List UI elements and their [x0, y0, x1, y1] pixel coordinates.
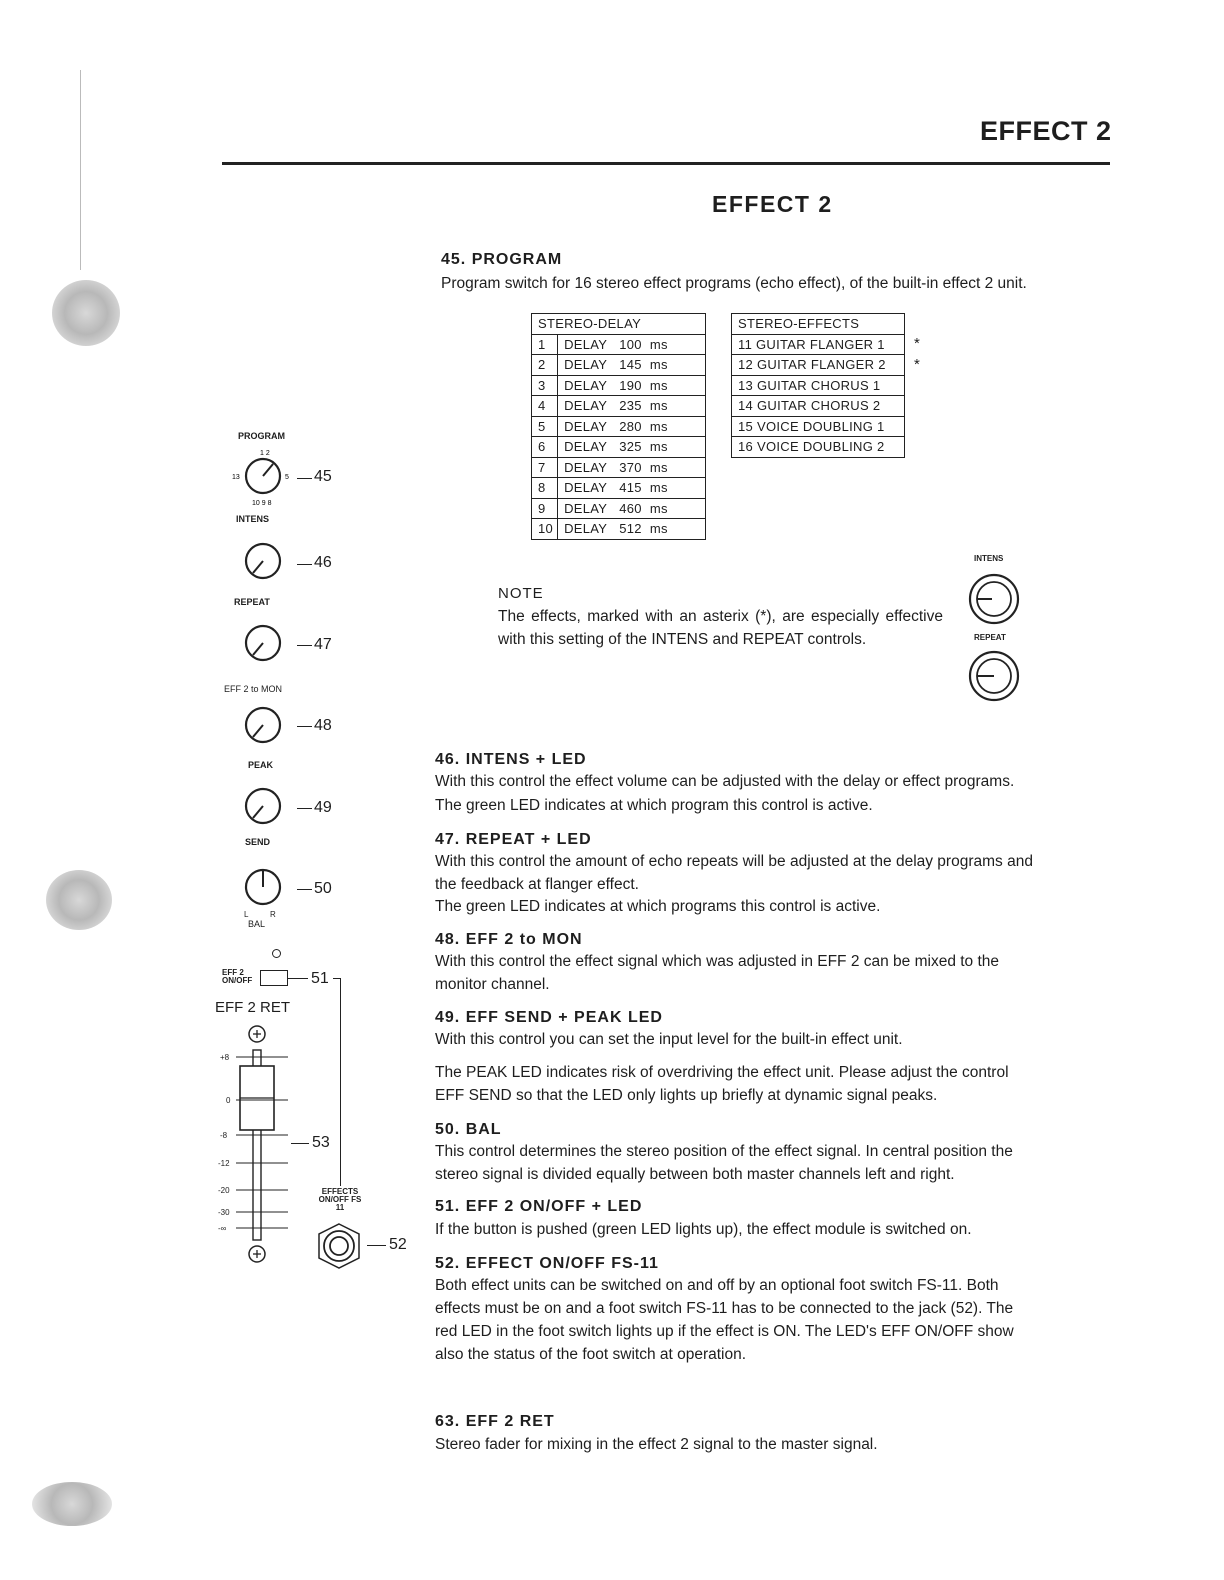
- delay-unit: ms: [649, 357, 668, 373]
- effect-program: 11 GUITAR FLANGER 1: [732, 334, 905, 355]
- intens-knob-icon: [966, 571, 1022, 627]
- callout-53: 53: [312, 1134, 330, 1151]
- callout-line: [367, 1245, 386, 1246]
- fader-scale-label: -8: [220, 1131, 228, 1140]
- stereo-delay-row: [532, 498, 706, 519]
- callout-line: [297, 478, 312, 479]
- stereo-delay-row: [532, 416, 706, 437]
- stereo-effects-row: [732, 375, 905, 396]
- delay-unit: ms: [649, 336, 668, 352]
- peak-label: PEAK: [248, 760, 274, 770]
- callout-48: 48: [314, 717, 332, 734]
- stereo-effects-row: [732, 437, 905, 458]
- delay-program-value: [558, 416, 706, 437]
- callout-line: [297, 726, 312, 727]
- item-46-heading: 46. INTENS + LED: [435, 751, 587, 768]
- item-52-line: Both effect units can be switched on and off by an optional foot switch FS-11. Both: [435, 1277, 999, 1294]
- eff2-ret-label: EFF 2 RET: [215, 999, 291, 1016]
- delay-unit: ms: [649, 418, 668, 434]
- fader-scale-label: -∞: [218, 1224, 227, 1233]
- item-52-line: effects must be on and a foot switch FS-11 has to be connected to the jack (52). The: [435, 1300, 1014, 1317]
- delay-label: DELAY: [564, 398, 608, 414]
- callout-line: [288, 978, 308, 979]
- eff2-led-icon: [272, 949, 281, 958]
- item-51-line: If the button is pushed (green LED lights up), the effect module is switched on.: [435, 1221, 972, 1238]
- delay-unit: ms: [649, 500, 668, 516]
- fader-scale-label: +8: [220, 1053, 230, 1062]
- asterisk-marker: *: [914, 356, 920, 373]
- delay-label: DELAY: [564, 439, 608, 455]
- delay-program-number: 8: [532, 478, 558, 499]
- delay-program-value: [558, 519, 706, 540]
- delay-program-number: 9: [532, 498, 558, 519]
- effect-program: 15 VOICE DOUBLING 1: [732, 416, 905, 437]
- delay-program-number: 6: [532, 437, 558, 458]
- callout-45: 45: [314, 468, 332, 485]
- delay-program-value: [558, 334, 706, 355]
- item-63-line: Stereo fader for mixing in the effect 2 signal to the master signal.: [435, 1436, 878, 1453]
- delay-time: 235: [619, 398, 642, 414]
- delay-label: DELAY: [564, 357, 608, 373]
- fs11-jack-icon[interactable]: [314, 1222, 364, 1270]
- callout-line: [297, 645, 312, 646]
- binder-hole-top: [52, 280, 120, 346]
- item-52-line: also the status of the foot switch at operation.: [435, 1346, 747, 1363]
- program-knob-icon: [228, 446, 298, 508]
- delay-unit: ms: [649, 480, 668, 496]
- delay-program-number: 4: [532, 396, 558, 417]
- delay-program-value: [558, 355, 706, 376]
- delay-unit: ms: [649, 521, 668, 537]
- fader-scale-label: 0: [226, 1096, 231, 1105]
- delay-label: DELAY: [564, 500, 608, 516]
- delay-label: DELAY: [564, 521, 608, 537]
- stereo-delay-table: [531, 313, 706, 540]
- effect-program: 12 GUITAR FLANGER 2: [732, 355, 905, 376]
- svg-text:5: 5: [285, 474, 289, 481]
- repeat-knob-panel-icon: [228, 610, 298, 672]
- item-48-heading: 48. EFF 2 to MON: [435, 931, 583, 948]
- item-51-heading: 51. EFF 2 ON/OFF + LED: [435, 1198, 643, 1215]
- delay-label: DELAY: [564, 459, 608, 475]
- delay-unit: ms: [649, 439, 668, 455]
- item-50-heading: 50. BAL: [435, 1121, 502, 1138]
- section-title: EFFECT 2: [712, 191, 833, 217]
- stereo-delay-row: [532, 334, 706, 355]
- item-47-heading: 47. REPEAT + LED: [435, 831, 592, 848]
- binder-hole-bottom: [32, 1482, 112, 1526]
- callout-line: [297, 889, 312, 890]
- callout-50: 50: [314, 880, 332, 897]
- stereo-effects-title: STEREO-EFFECTS: [732, 314, 905, 335]
- delay-program-number: 7: [532, 457, 558, 478]
- delay-label: DELAY: [564, 480, 608, 496]
- header-rule: [222, 162, 1110, 165]
- eff2-onoff-button[interactable]: [260, 970, 288, 986]
- callout-line: [291, 1143, 309, 1144]
- effect-program: 13 GUITAR CHORUS 1: [732, 375, 905, 396]
- delay-program-value: [558, 375, 706, 396]
- intens-label: INTENS: [236, 514, 270, 524]
- callout-47: 47: [314, 636, 332, 653]
- bal-l-label: L: [244, 910, 249, 919]
- eff2-to-mon-label: EFF 2 to MON: [224, 684, 283, 694]
- delay-program-value: [558, 478, 706, 499]
- fader-scale-label: -30: [218, 1208, 230, 1217]
- item-49-line: EFF SEND so that the LED only lights up briefly at dynamic signal peaks.: [435, 1087, 938, 1104]
- bracket-line: [340, 978, 341, 1186]
- delay-time: 190: [619, 377, 642, 393]
- delay-unit: ms: [649, 459, 668, 475]
- delay-time: 460: [619, 500, 642, 516]
- stereo-delay-title: STEREO-DELAY: [532, 314, 706, 335]
- program-label: PROGRAM: [238, 431, 285, 441]
- callout-46: 46: [314, 554, 332, 571]
- repeat-knob-icon: [966, 648, 1022, 704]
- delay-time: 370: [619, 459, 642, 475]
- delay-label: DELAY: [564, 336, 608, 352]
- stereo-effects-row: [732, 334, 905, 355]
- eff2-ret-fader[interactable]: [222, 1022, 302, 1267]
- delay-program-number: 1: [532, 334, 558, 355]
- effect-program: 14 GUITAR CHORUS 2: [732, 396, 905, 417]
- stereo-delay-row: [532, 478, 706, 499]
- delay-time: 325: [619, 439, 642, 455]
- callout-49: 49: [314, 799, 332, 816]
- bal-knob-icon: [228, 857, 298, 919]
- asterisk-marker: *: [914, 335, 920, 352]
- stereo-delay-row: [532, 396, 706, 417]
- delay-time: 145: [619, 357, 642, 373]
- stereo-delay-row: [532, 375, 706, 396]
- item-46-line: The green LED indicates at which program this control is active.: [435, 797, 873, 814]
- delay-program-number: 2: [532, 355, 558, 376]
- delay-unit: ms: [649, 377, 668, 393]
- delay-program-value: [558, 457, 706, 478]
- callout-line: [297, 564, 312, 565]
- stereo-effects-table: [731, 313, 905, 458]
- bal-label: BAL: [248, 919, 266, 929]
- fader-scale-label: -20: [218, 1186, 230, 1195]
- delay-label: DELAY: [564, 377, 608, 393]
- stereo-delay-row: [532, 355, 706, 376]
- note-text: The effects, marked with an asterix (*), are especially effective with this setting of the INTENS and REPEAT controls.: [498, 608, 943, 648]
- item-48-line: With this control the effect signal which was adjusted in EFF 2 can be mixed to the: [435, 953, 1000, 970]
- delay-time: 512: [619, 521, 642, 537]
- stereo-delay-row: [532, 519, 706, 540]
- send-label: SEND: [245, 837, 271, 847]
- item-52-heading: 52. EFFECT ON/OFF FS-11: [435, 1255, 659, 1272]
- stereo-effects-row: [732, 355, 905, 376]
- item-46-line: With this control the effect volume can be adjusted with the delay or effect programs.: [435, 773, 1015, 790]
- delay-time: 415: [619, 480, 642, 496]
- scan-edge-line: [80, 70, 81, 270]
- delay-program-number: 3: [532, 375, 558, 396]
- page-header-title: EFFECT 2: [980, 116, 1112, 146]
- delay-time: 280: [619, 418, 642, 434]
- bal-r-label: R: [270, 910, 276, 919]
- delay-unit: ms: [649, 398, 668, 414]
- delay-time: 100: [619, 336, 642, 352]
- stereo-delay-row: [532, 457, 706, 478]
- binder-hole-middle: [46, 870, 112, 930]
- repeat-label: REPEAT: [234, 597, 270, 607]
- item-49-heading: 49. EFF SEND + PEAK LED: [435, 1009, 663, 1026]
- intens-knob-panel-icon: [228, 528, 298, 590]
- send-knob-icon: [228, 773, 298, 835]
- delay-program-number: 10: [532, 519, 558, 540]
- item-47-line: the feedback at flanger effect.: [435, 876, 639, 893]
- item-50-line: This control determines the stereo position of the effect signal. In central position the: [435, 1143, 1013, 1160]
- fader-scale-label: -12: [218, 1159, 230, 1168]
- eff2-to-mon-knob-icon: [228, 694, 298, 756]
- svg-text:1 2: 1 2: [260, 450, 270, 457]
- item-63-heading: 63. EFF 2 RET: [435, 1413, 555, 1430]
- svg-text:10 9 8: 10 9 8: [252, 500, 272, 507]
- note-title: NOTE: [498, 585, 544, 602]
- note-intens-label: INTENS: [974, 554, 1004, 563]
- stereo-effects-row: [732, 416, 905, 437]
- item-45-text: Program switch for 16 stereo effect programs (echo effect), of the built-in effect 2 unit.: [441, 275, 1027, 292]
- svg-text:13: 13: [232, 474, 240, 481]
- stereo-delay-row: [532, 437, 706, 458]
- stereo-effects-row: [732, 396, 905, 417]
- delay-label: DELAY: [564, 418, 608, 434]
- effects-fs-label: EFFECTS ON/OFF FS 11: [318, 1187, 362, 1212]
- item-47-line: The green LED indicates at which programs this control is active.: [435, 898, 881, 915]
- item-49-line: The PEAK LED indicates risk of overdriving the effect unit. Please adjust the control: [435, 1064, 1009, 1081]
- callout-52: 52: [389, 1236, 407, 1253]
- note-repeat-label: REPEAT: [974, 633, 1006, 642]
- item-50-line: stereo signal is divided equally between both master channels left and right.: [435, 1166, 955, 1183]
- callout-51: 51: [311, 970, 329, 987]
- delay-program-value: [558, 437, 706, 458]
- delay-program-value: [558, 498, 706, 519]
- item-52-line: red LED in the foot switch lights up if the effect is ON. The LED's EFF ON/OFF show: [435, 1323, 1014, 1340]
- item-47-line: With this control the amount of echo repeats will be adjusted at the delay programs and: [435, 853, 1033, 870]
- effect-program: 16 VOICE DOUBLING 2: [732, 437, 905, 458]
- callout-line: [297, 808, 312, 809]
- item-45-heading: 45. PROGRAM: [441, 251, 563, 268]
- item-49-line: With this control you can set the input level for the built-in effect unit.: [435, 1031, 903, 1048]
- eff2-onoff-label: EFF 2 ON/OFF: [222, 968, 253, 985]
- delay-program-value: [558, 396, 706, 417]
- item-48-line: monitor channel.: [435, 976, 550, 993]
- delay-program-number: 5: [532, 416, 558, 437]
